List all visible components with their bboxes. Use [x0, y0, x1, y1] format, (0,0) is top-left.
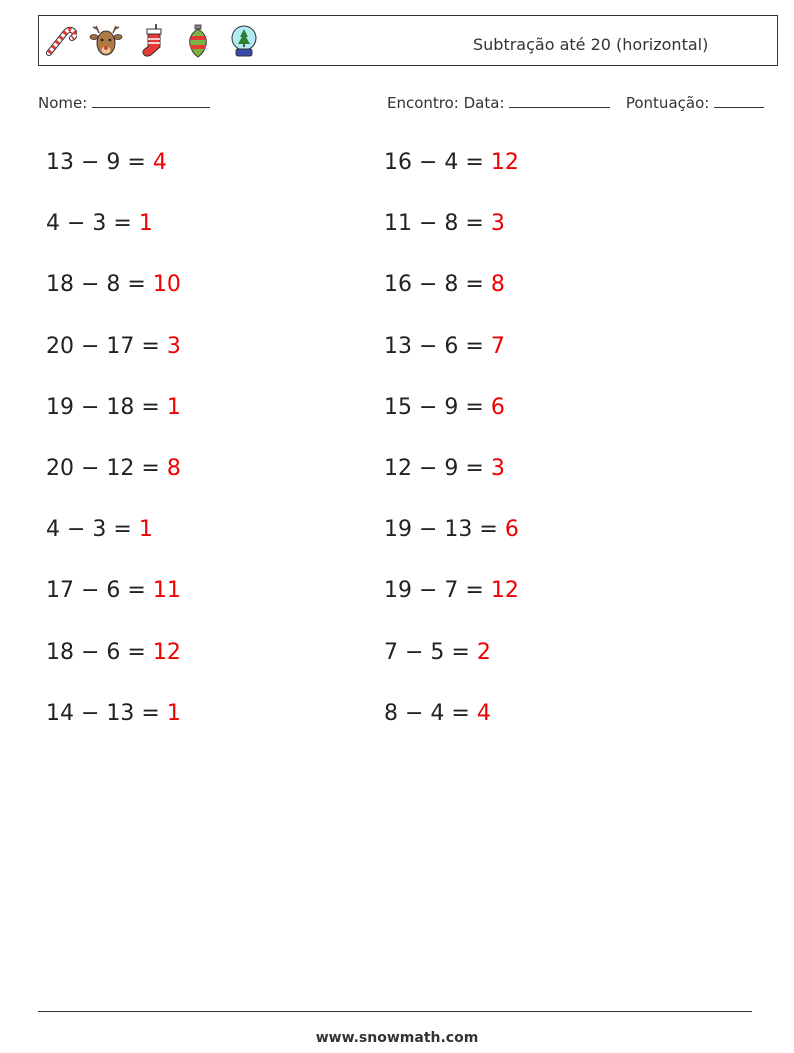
problem-item: [46, 143, 167, 183]
problem-answer: 7: [490, 333, 505, 359]
problem-answer: 11: [152, 578, 181, 604]
problem-answer: 12: [490, 150, 519, 175]
problem-answer: 12: [152, 639, 181, 665]
problem-question: 19 − 7 =: [384, 578, 484, 604]
meta-fields: [387, 93, 764, 112]
name-blank[interactable]: [92, 93, 210, 108]
problem-answer: 1: [166, 394, 181, 420]
problem-item: [384, 143, 519, 183]
problem-question: 15 − 9 =: [384, 394, 484, 420]
problem-item: [46, 449, 181, 489]
problem-answer: 1: [138, 211, 153, 237]
problem-question: 16 − 8 =: [384, 272, 484, 298]
problem-question: 8 − 4 =: [384, 700, 470, 726]
worksheet-title: Subtração até 20 (horizontal): [473, 35, 709, 54]
problem-question: 13 − 9 =: [46, 150, 146, 175]
problem-answer: 1: [166, 700, 181, 726]
problem-item: [384, 694, 491, 734]
problem-item: [384, 510, 519, 550]
problem-item: [46, 265, 181, 305]
date-blank[interactable]: [509, 93, 610, 108]
problem-question: 19 − 13 =: [384, 517, 498, 543]
name-field: [38, 93, 210, 112]
problem-answer: 1: [138, 517, 153, 543]
candy-cane-icon: [43, 23, 77, 59]
problem-item: [384, 633, 491, 673]
problem-question: 14 − 13 =: [46, 700, 160, 726]
meeting-date-label: Encontro: Data:: [387, 94, 505, 112]
problem-question: 18 − 6 =: [46, 639, 146, 665]
score-blank[interactable]: [714, 93, 764, 108]
problem-question: 11 − 8 =: [384, 211, 484, 237]
icon-strip: [43, 23, 261, 59]
problem-answer: 12: [490, 578, 519, 604]
header-box: [38, 15, 778, 66]
problem-answer: 8: [490, 272, 505, 298]
problem-question: 4 − 3 =: [46, 517, 132, 543]
problem-item: [46, 388, 181, 428]
problem-question: 16 − 4 =: [384, 150, 484, 175]
problem-question: 17 − 6 =: [46, 578, 146, 604]
problem-question: 7 − 5 =: [384, 639, 470, 665]
problem-question: 4 − 3 =: [46, 211, 132, 237]
problem-question: 12 − 9 =: [384, 456, 484, 481]
problem-question: 18 − 8 =: [46, 272, 146, 298]
problem-answer: 3: [490, 211, 505, 237]
problem-answer: 3: [490, 456, 505, 481]
problem-item: [384, 388, 505, 428]
problem-question: 20 − 17 =: [46, 333, 160, 359]
problem-answer: 6: [490, 394, 505, 420]
problem-answer: 4: [476, 700, 491, 726]
problem-item: [384, 204, 505, 244]
footer-divider: [38, 1011, 752, 1012]
problem-item: [46, 694, 181, 734]
problem-answer: 6: [504, 517, 519, 543]
problem-question: 20 − 12 =: [46, 456, 160, 481]
problem-item: [46, 571, 181, 611]
reindeer-icon: [89, 23, 123, 59]
score-label: Pontuação:: [625, 94, 710, 112]
ornament-icon: [181, 23, 215, 59]
name-label: Nome:: [38, 94, 88, 112]
problem-answer: 2: [476, 639, 491, 665]
problem-item: [46, 327, 181, 367]
stocking-icon: [135, 23, 169, 59]
problem-item: [384, 571, 519, 611]
problem-answer: 10: [152, 272, 181, 298]
problem-question: 19 − 18 =: [46, 394, 160, 420]
problem-question: 13 − 6 =: [384, 333, 484, 359]
footer-url: www.snowmath.com: [315, 1030, 479, 1046]
problem-item: [384, 449, 505, 489]
problem-answer: 4: [152, 150, 167, 175]
problem-item: [384, 265, 505, 305]
problem-answer: 3: [166, 333, 181, 359]
problem-answer: 8: [166, 456, 181, 481]
problem-item: [384, 327, 505, 367]
problem-item: [46, 633, 181, 673]
problem-item: [46, 204, 153, 244]
problem-item: [46, 510, 153, 550]
snow-globe-icon: [227, 23, 261, 59]
